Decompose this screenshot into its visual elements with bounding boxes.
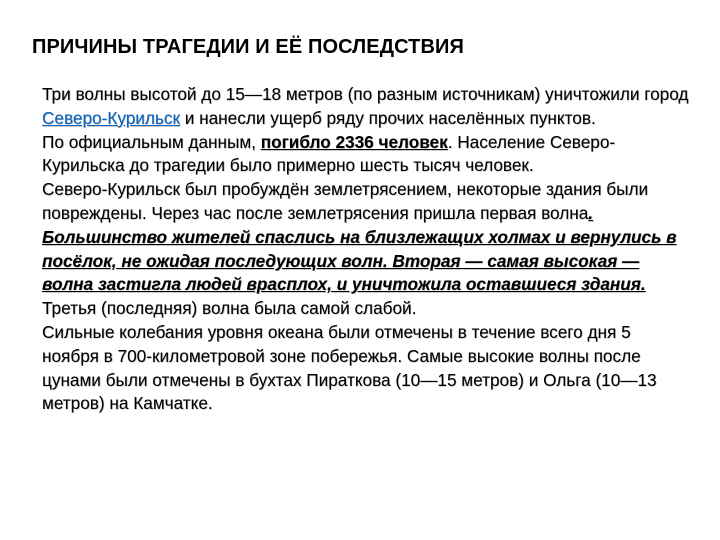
paragraph-waves — [42, 83, 692, 131]
severo-kurilsk-link[interactable]: Северо-Курильск — [42, 107, 180, 128]
paragraph-ocean-level: Сильные колебания уровня океана были отмечены в течение всего дня 5 ноября в 700-километровой зоне побережья. Самые высокие волны после цунами были отмечены в бухтах Пираткова (10—15 метров) и Ольга (10—13 метров) на Камчатке. — [42, 321, 657, 414]
paragraph-earthquake-text: Северо-Курильск был пробуждён землетрясением, некоторые здания были повреждены. Через час после землетрясения пришла первая волна — [42, 179, 649, 223]
paragraph-third-wave: Третья (последняя) волна была самой слабой. — [42, 298, 417, 319]
paragraph-waves-text-end: и нанесли ущерб ряду прочих населённых пунктов. — [179, 107, 596, 128]
paragraph-earthquake — [42, 178, 692, 297]
slide-title: ПРИЧИНЫ ТРАГЕДИИ И ЕЁ ПОСЛЕДСТВИЯ — [32, 36, 464, 58]
death-toll-text: погибло 2336 человек — [260, 131, 448, 152]
second-wave-emphasis: . Большинство жителей спаслись на близлежащих холмах и вернулись в посёлок, не ожидая последующих волн. Вторая — самая высокая — волна застигла людей врасплох, и уничтожила оставшиеся здания. — [42, 202, 677, 295]
paragraph-waves-text-start: Три волны высотой до 15—18 метров (по разным источникам) уничтожили город — [42, 84, 689, 104]
slide-body — [42, 83, 692, 416]
paragraph-casualties-text-start: По официальным данным, — [42, 131, 261, 152]
paragraph-casualties-text-end: . Население Северо-Курильска до трагедии было примерно шесть тысяч человек. — [42, 131, 616, 176]
paragraph-casualties — [42, 131, 692, 179]
